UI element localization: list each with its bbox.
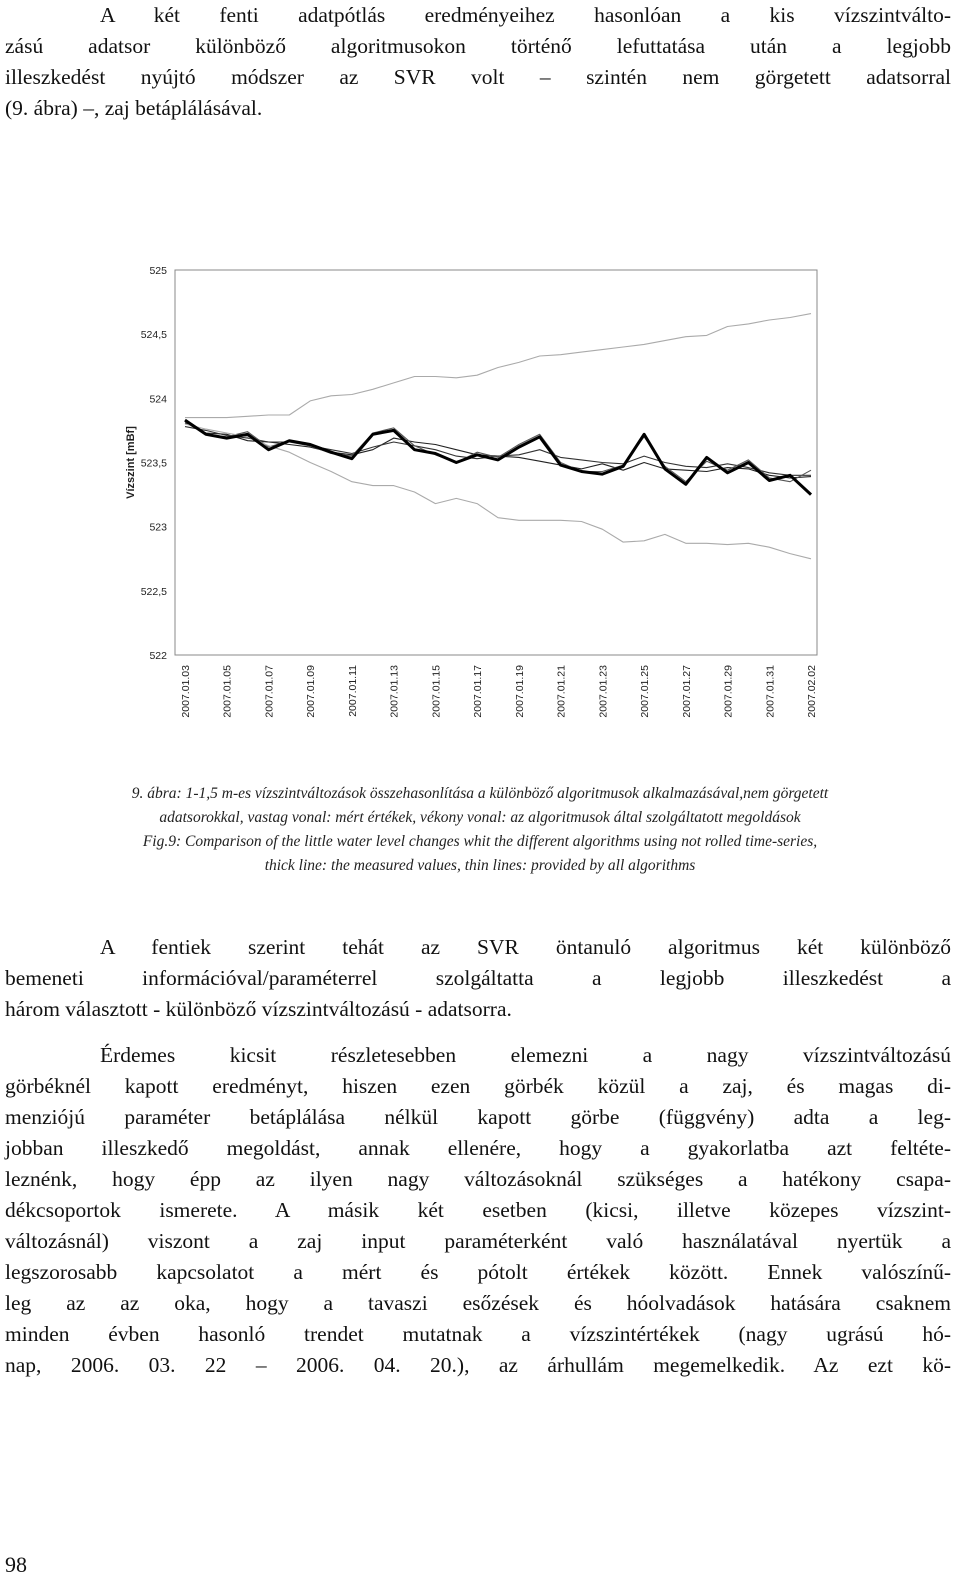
- x-tick-label: 2007.01.29: [722, 665, 735, 718]
- text-line: bemeneti információval/paraméterrel szolgáltatta a legjobb illeszkedést a: [5, 966, 951, 990]
- text-line: menziójú paraméter betáplálása nélkül kapott görbe (függvény) adta a leg-: [5, 1105, 951, 1129]
- algorithm-result-line: [185, 423, 811, 478]
- y-tick-label: 524,5: [140, 329, 167, 342]
- x-tick-label: 2007.01.31: [764, 665, 777, 718]
- y-axis-title: Vízszint [mBf]: [125, 426, 137, 499]
- text-line: legszorosabb kapcsolatot a mért és pótolt értékek között. Ennek valószínű-: [5, 1260, 951, 1284]
- x-tick-label: 2007.01.11: [346, 665, 359, 717]
- figure-caption-hungarian: [18, 782, 942, 830]
- text-line: Érdemes kicsit részletesebben elemezni a nagy vízszintváltozású: [100, 1043, 951, 1067]
- text-line: dékcsoportok ismerete. A másik két esetben (kicsi, illetve közepes vízszint-: [5, 1198, 951, 1222]
- analysis-paragraph: [5, 1040, 951, 1381]
- x-tick-label: 2007.01.03: [180, 665, 192, 718]
- text-line: (9. ábra) –, zaj betáplálásával.: [5, 96, 263, 120]
- y-tick-label: 523: [149, 521, 167, 534]
- text-line: minden évben hasonló trendet mutatnak a vízszintértékek (nagy ugrású hó-: [5, 1322, 951, 1346]
- y-tick-label: 525: [149, 265, 167, 277]
- x-tick-label: 2007.01.13: [388, 665, 401, 718]
- x-tick-label: 2007.01.17: [472, 665, 485, 718]
- y-tick-label: 524: [149, 393, 167, 406]
- algorithm-result-line: [185, 314, 811, 418]
- page-number: 98: [5, 1552, 27, 1577]
- text-line: A két fenti adatpótlás eredményeihez hasonlóan a kis vízszintválto-: [100, 3, 951, 27]
- algorithm-result-line: [185, 427, 811, 476]
- text-line: változásnál) viszont a zaj input paraméterként való használatával nyertük a: [5, 1229, 951, 1253]
- text-line: leg az az oka, hogy a tavaszi esőzések és hóolvadások hatására csaknem: [5, 1291, 951, 1315]
- text-line: leznénk, hogy épp az ilyen nagy változásoknál szükséges a hatékony csapa-: [5, 1167, 951, 1191]
- text-line: három választott - különböző vízszintváltozású - adatsorra.: [5, 997, 512, 1021]
- intro-paragraph: [5, 0, 951, 124]
- text-line: görbéknél kapott eredményt, hiszen ezen görbék közül a zaj, és magas di-: [5, 1074, 951, 1098]
- water-level-chart: [110, 255, 830, 745]
- x-tick-label: 2007.01.07: [263, 665, 276, 718]
- y-tick-label: 522: [149, 650, 167, 662]
- caption-line: adatsorokkal, vastag vonal: mért értékek, vékony vonal: az algoritmusok által szolgáltatott megoldások: [159, 809, 801, 826]
- text-line: zású adatsor különböző algoritmusokon történő lefuttatása után a legjobb: [5, 34, 951, 58]
- figure-caption-english: [18, 830, 942, 878]
- x-tick-label: 2007.01.09: [305, 665, 318, 718]
- x-tick-label: 2007.01.21: [555, 665, 568, 718]
- text-line: jobban illeszkedő megoldást, annak ellenére, hogy a gyakorlatba azt feltéte-: [5, 1136, 951, 1160]
- text-line: A fentiek szerint tehát az SVR öntanuló algoritmus két különböző: [100, 935, 951, 959]
- x-tick-label: 2007.01.05: [221, 665, 234, 718]
- x-tick-label: 2007.02.02: [806, 665, 818, 718]
- x-tick-label: 2007.01.23: [597, 665, 610, 718]
- y-tick-label: 523,5: [140, 457, 167, 470]
- conclusion-paragraph: [5, 932, 951, 1025]
- text-line: nap, 2006. 03. 22 – 2006. 04. 20.), az árhullám megemelkedik. Az ezt kö-: [5, 1353, 951, 1377]
- caption-line: thick line: the measured values, thin lines: provided by all algorithms: [264, 857, 696, 874]
- text-line: illeszkedést nyújtó módszer az SVR volt – szintén nem görgetett adatsorral: [5, 65, 951, 89]
- caption-line: Fig.9: Comparison of the little water level changes whit the different algorithms using not rolled time-series,: [142, 833, 818, 850]
- y-tick-label: 522,5: [140, 585, 167, 598]
- algorithm-result-line: [185, 420, 811, 482]
- plot-area-frame: [175, 270, 817, 655]
- x-tick-label: 2007.01.15: [430, 665, 443, 718]
- x-tick-label: 2007.01.19: [513, 665, 526, 718]
- caption-line: 9. ábra: 1-1,5 m-es vízszintváltozások összehasonlítása a különböző algoritmusok alkalmazásával,nem görgetett: [131, 785, 829, 802]
- x-tick-label: 2007.01.27: [680, 665, 693, 718]
- x-tick-label: 2007.01.25: [639, 665, 652, 718]
